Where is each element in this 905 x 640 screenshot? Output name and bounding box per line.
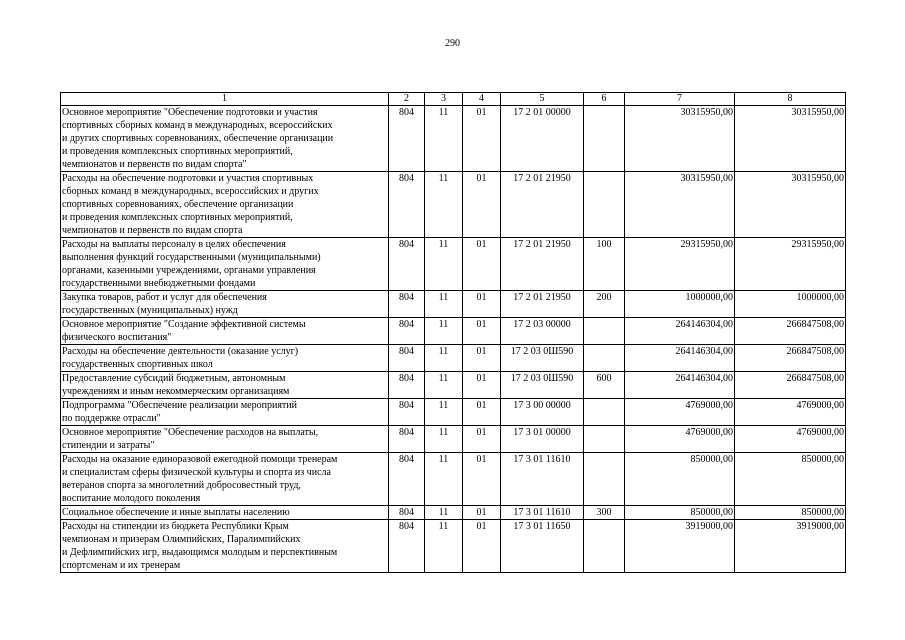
ministry-code-cell: 804 <box>389 453 425 506</box>
table-row <box>61 172 846 238</box>
section-cell: 11 <box>425 453 463 506</box>
ministry-code-cell: 804 <box>389 291 425 318</box>
target-article-cell: 17 3 01 11610 <box>501 453 584 506</box>
header-row <box>61 93 846 106</box>
ministry-code-cell: 804 <box>389 426 425 453</box>
subsection-cell: 01 <box>463 318 501 345</box>
expense-type-cell <box>584 318 625 345</box>
subsection-cell: 01 <box>463 106 501 172</box>
table-row <box>61 506 846 520</box>
ministry-code-cell: 804 <box>389 238 425 291</box>
section-cell: 11 <box>425 426 463 453</box>
row-name-cell: Расходы на оказание единоразовой ежегодной помощи тренерам и специалистам сферы физической культуры и спорта из числа ветеранов спорта за многолетний добросовестный труд, воспитание молодого поколения <box>61 453 389 506</box>
amount-year2-cell: 266847508,00 <box>735 318 846 345</box>
ministry-code-cell: 804 <box>389 506 425 520</box>
target-article-cell: 17 2 01 21950 <box>501 238 584 291</box>
amount-year1-cell: 30315950,00 <box>625 106 735 172</box>
amount-year2-cell: 29315950,00 <box>735 238 846 291</box>
row-name-cell: Предоставление субсидий бюджетным, автономным учреждениям и иным некоммерческим организациям <box>61 372 389 399</box>
subsection-cell: 01 <box>463 238 501 291</box>
section-cell: 11 <box>425 399 463 426</box>
amount-year1-cell: 264146304,00 <box>625 345 735 372</box>
column-header: 8 <box>735 93 846 106</box>
row-name-cell: Расходы на стипендии из бюджета Республики Крым чемпионам и призерам Олимпийских, Паралимпийских и Дефлимпийских игр, выдающимся молодым и перспективным спортсменам и их тренерам <box>61 520 389 573</box>
ministry-code-cell: 804 <box>389 345 425 372</box>
section-cell: 11 <box>425 345 463 372</box>
section-cell: 11 <box>425 291 463 318</box>
amount-year1-cell: 4769000,00 <box>625 399 735 426</box>
column-header: 7 <box>625 93 735 106</box>
column-header: 2 <box>389 93 425 106</box>
ministry-code-cell: 804 <box>389 520 425 573</box>
expense-type-cell <box>584 345 625 372</box>
target-article-cell: 17 2 03 0Ш590 <box>501 372 584 399</box>
amount-year2-cell: 850000,00 <box>735 506 846 520</box>
expense-type-cell <box>584 106 625 172</box>
amount-year2-cell: 266847508,00 <box>735 345 846 372</box>
table-row <box>61 345 846 372</box>
row-name-cell: Основное мероприятие "Обеспечение расходов на выплаты, стипендии и затраты" <box>61 426 389 453</box>
target-article-cell: 17 2 01 21950 <box>501 291 584 318</box>
expense-type-cell: 100 <box>584 238 625 291</box>
row-name-cell: Основное мероприятие "Создание эффективной системы физического воспитания" <box>61 318 389 345</box>
row-name-cell: Социальное обеспечение и иные выплаты населению <box>61 506 389 520</box>
target-article-cell: 17 3 00 00000 <box>501 399 584 426</box>
ministry-code-cell: 804 <box>389 372 425 399</box>
row-name-cell: Расходы на выплаты персоналу в целях обеспечения выполнения функций государственными (муниципальными) органами, казенными учреждениями, органами управления государственными внебюджетными фондами <box>61 238 389 291</box>
amount-year1-cell: 264146304,00 <box>625 372 735 399</box>
section-cell: 11 <box>425 106 463 172</box>
expense-type-cell <box>584 426 625 453</box>
section-cell: 11 <box>425 318 463 345</box>
section-cell: 11 <box>425 372 463 399</box>
amount-year2-cell: 3919000,00 <box>735 520 846 573</box>
column-header: 4 <box>463 93 501 106</box>
target-article-cell: 17 2 01 21950 <box>501 172 584 238</box>
ministry-code-cell: 804 <box>389 399 425 426</box>
column-header: 5 <box>501 93 584 106</box>
expense-type-cell <box>584 172 625 238</box>
amount-year2-cell: 4769000,00 <box>735 426 846 453</box>
target-article-cell: 17 2 01 00000 <box>501 106 584 172</box>
amount-year1-cell: 850000,00 <box>625 506 735 520</box>
expense-type-cell: 600 <box>584 372 625 399</box>
subsection-cell: 01 <box>463 291 501 318</box>
subsection-cell: 01 <box>463 399 501 426</box>
table-row <box>61 399 846 426</box>
target-article-cell: 17 3 01 11650 <box>501 520 584 573</box>
amount-year1-cell: 1000000,00 <box>625 291 735 318</box>
amount-year2-cell: 850000,00 <box>735 453 846 506</box>
target-article-cell: 17 2 03 0Ш590 <box>501 345 584 372</box>
page-number: 290 <box>445 38 460 49</box>
amount-year1-cell: 264146304,00 <box>625 318 735 345</box>
row-name-cell: Расходы на обеспечение деятельности (оказание услуг) государственных спортивных школ <box>61 345 389 372</box>
ministry-code-cell: 804 <box>389 106 425 172</box>
subsection-cell: 01 <box>463 172 501 238</box>
amount-year2-cell: 30315950,00 <box>735 172 846 238</box>
amount-year2-cell: 266847508,00 <box>735 372 846 399</box>
row-name-cell: Расходы на обеспечение подготовки и участия спортивных сборных команд в международных, всероссийских и других спортивных соревнованиях, обеспечение организации и проведения комплексных спортивных мероприятий, чемпионатов и первенств по видам спорта <box>61 172 389 238</box>
column-header: 6 <box>584 93 625 106</box>
table-row <box>61 291 846 318</box>
budget-table <box>60 92 846 573</box>
table-row <box>61 453 846 506</box>
ministry-code-cell: 804 <box>389 318 425 345</box>
expense-type-cell <box>584 399 625 426</box>
row-name-cell: Закупка товаров, работ и услуг для обеспечения государственных (муниципальных) нужд <box>61 291 389 318</box>
subsection-cell: 01 <box>463 453 501 506</box>
table-row <box>61 426 846 453</box>
amount-year1-cell: 29315950,00 <box>625 238 735 291</box>
amount-year2-cell: 1000000,00 <box>735 291 846 318</box>
row-name-cell: Подпрограмма "Обеспечение реализации мероприятий по поддержке отрасли" <box>61 399 389 426</box>
table-row <box>61 106 846 172</box>
target-article-cell: 17 3 01 00000 <box>501 426 584 453</box>
column-header: 1 <box>61 93 389 106</box>
subsection-cell: 01 <box>463 345 501 372</box>
expense-type-cell <box>584 453 625 506</box>
table-row <box>61 238 846 291</box>
target-article-cell: 17 2 03 00000 <box>501 318 584 345</box>
amount-year1-cell: 4769000,00 <box>625 426 735 453</box>
section-cell: 11 <box>425 172 463 238</box>
section-cell: 11 <box>425 506 463 520</box>
section-cell: 11 <box>425 520 463 573</box>
subsection-cell: 01 <box>463 372 501 399</box>
column-header: 3 <box>425 93 463 106</box>
amount-year2-cell: 4769000,00 <box>735 399 846 426</box>
row-name-cell: Основное мероприятие "Обеспечение подготовки и участия спортивных сборных команд в международных, всероссийских и других спортивных соревнованиях, обеспечение организации и проведения комплексных спортивных мероприятий, чемпионатов и первенств по видам спорта" <box>61 106 389 172</box>
ministry-code-cell: 804 <box>389 172 425 238</box>
table-row <box>61 520 846 573</box>
expense-type-cell: 200 <box>584 291 625 318</box>
expense-type-cell: 300 <box>584 506 625 520</box>
table-row <box>61 372 846 399</box>
amount-year1-cell: 3919000,00 <box>625 520 735 573</box>
amount-year1-cell: 850000,00 <box>625 453 735 506</box>
section-cell: 11 <box>425 238 463 291</box>
target-article-cell: 17 3 01 11610 <box>501 506 584 520</box>
amount-year2-cell: 30315950,00 <box>735 106 846 172</box>
table-row <box>61 318 846 345</box>
subsection-cell: 01 <box>463 520 501 573</box>
expense-type-cell <box>584 520 625 573</box>
amount-year1-cell: 30315950,00 <box>625 172 735 238</box>
subsection-cell: 01 <box>463 506 501 520</box>
subsection-cell: 01 <box>463 426 501 453</box>
